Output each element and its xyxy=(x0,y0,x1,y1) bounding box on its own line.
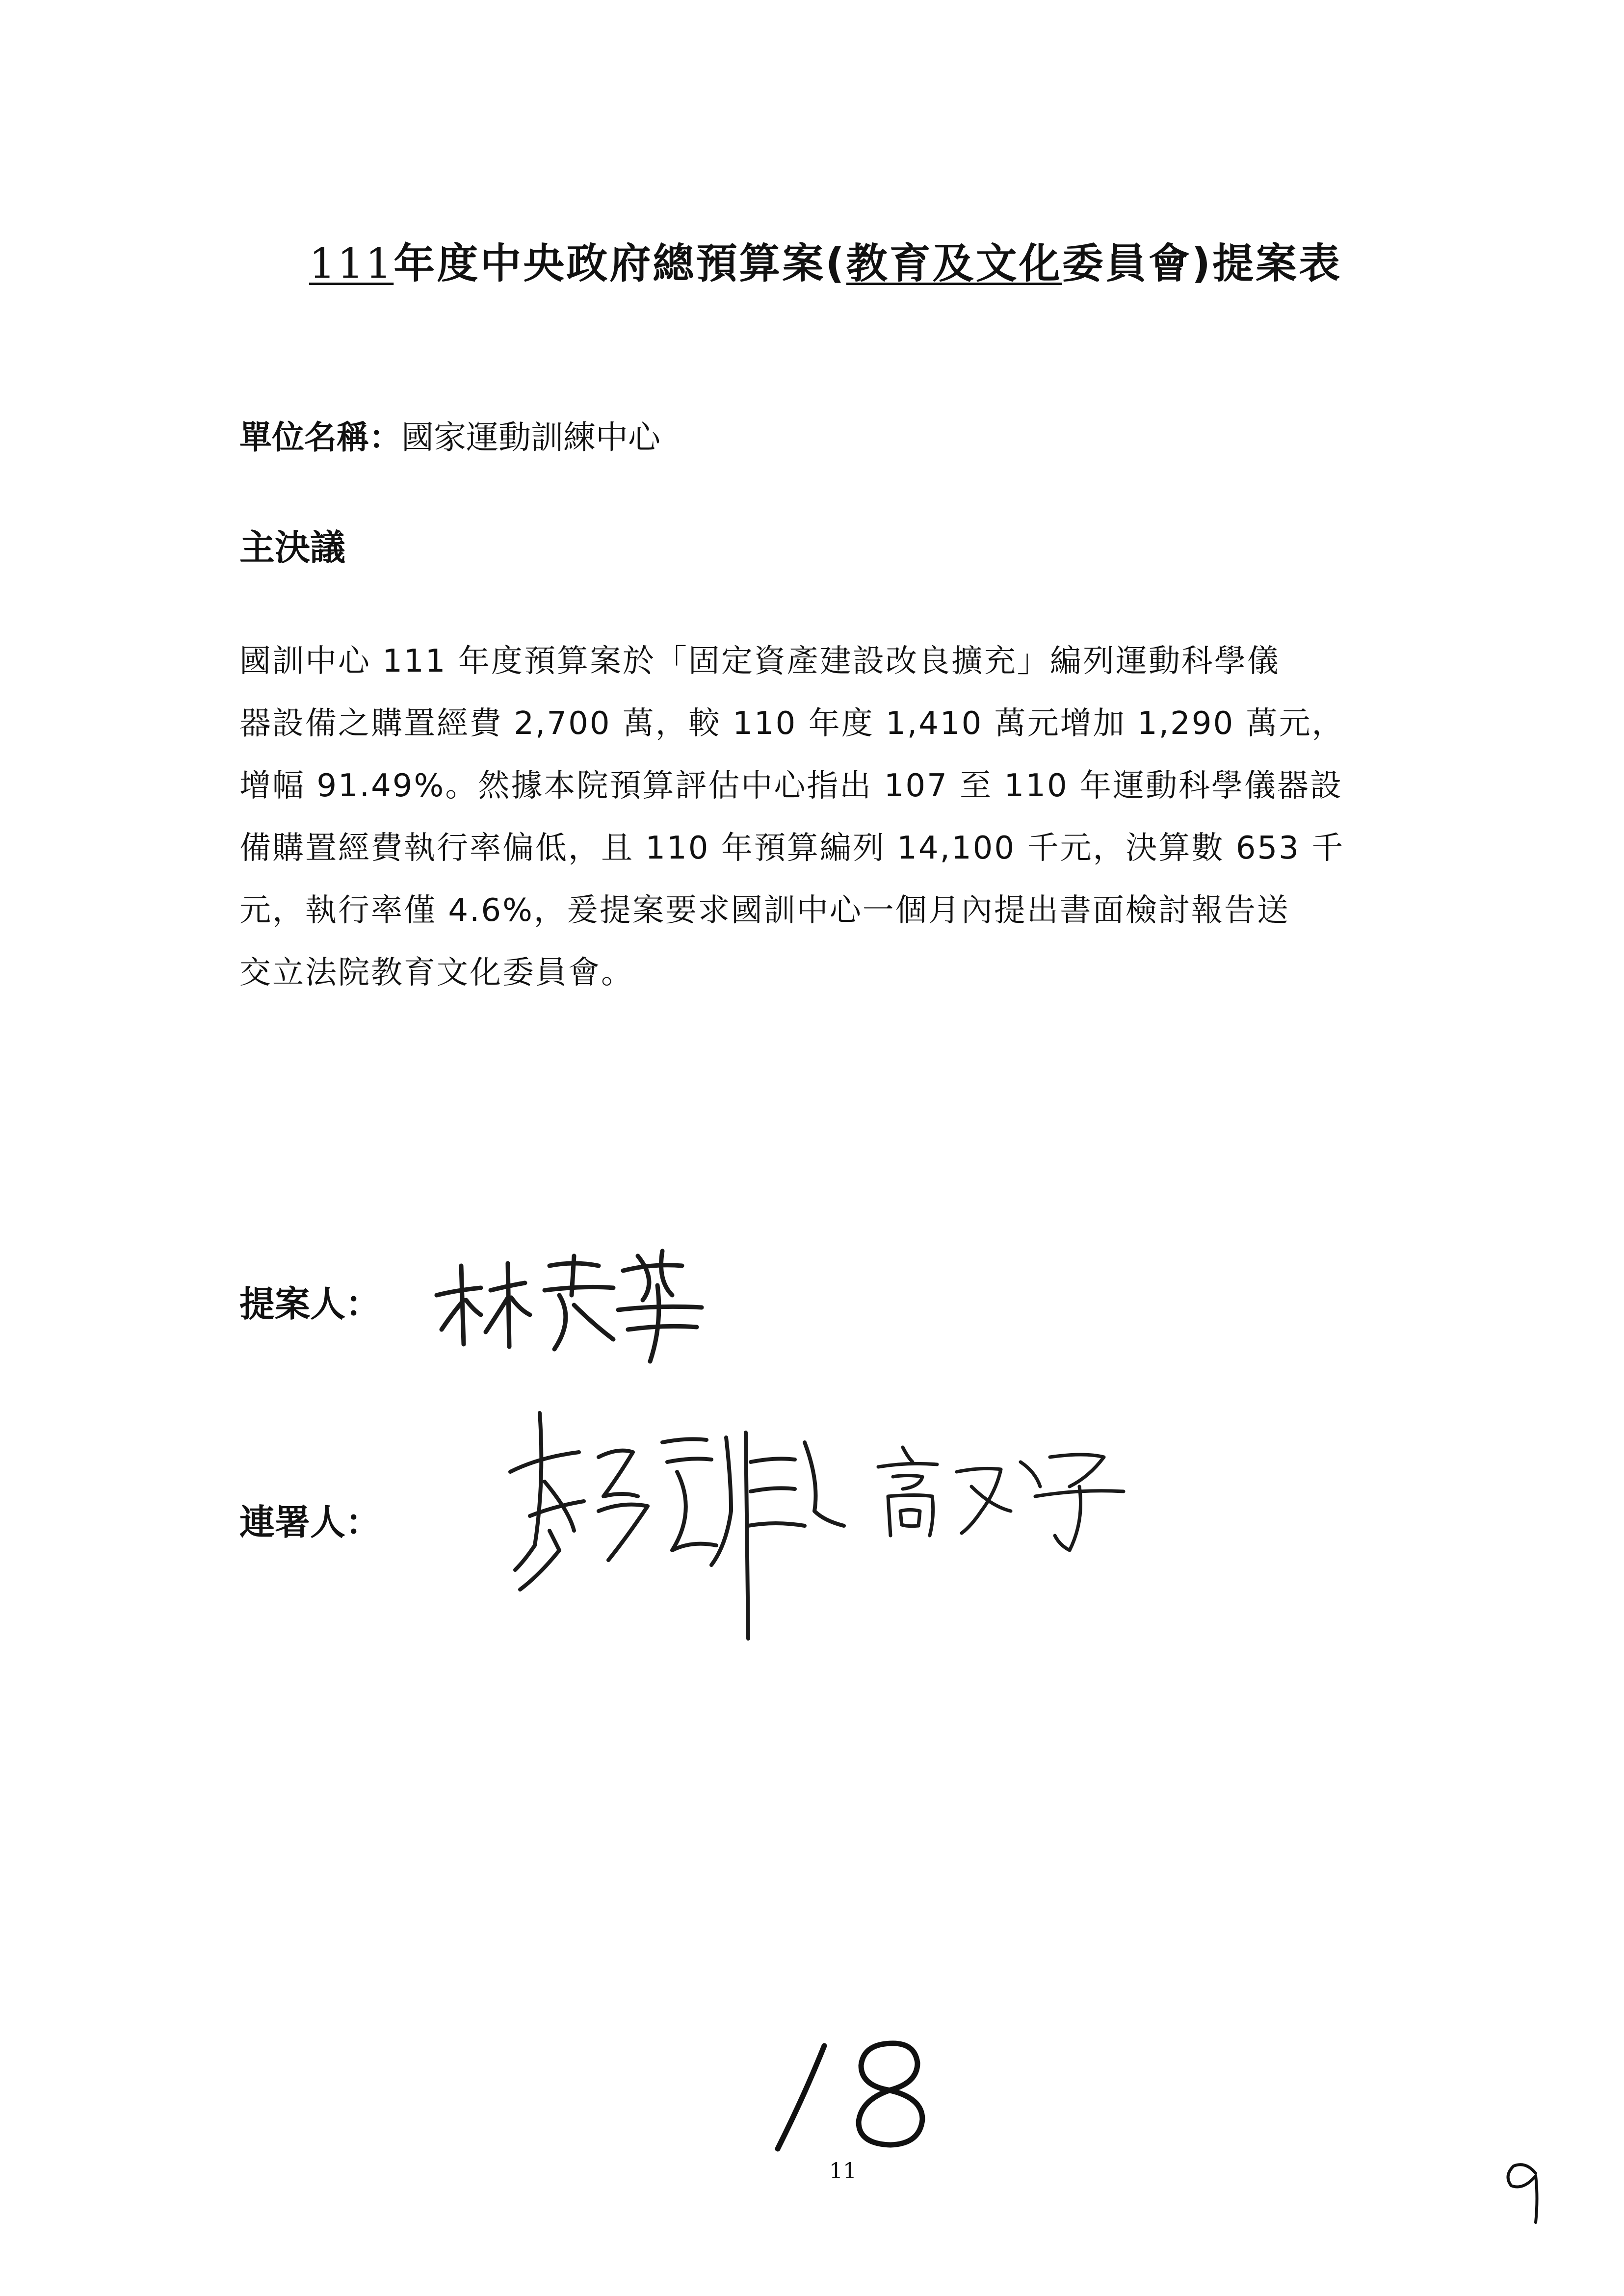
handwritten-page-number xyxy=(765,2036,942,2156)
body-line: 國訓中心 111 年度預算案於「固定資產建設改良擴充」編列運動科學儀 xyxy=(239,643,1280,679)
body-line: 備購置經費執行率偏低，且 110 年預算編列 14,100 千元，決算數 653 千 xyxy=(239,830,1345,866)
unit-name-label: 單位名稱： xyxy=(239,418,401,456)
printed-page-number: 11 xyxy=(829,2159,857,2184)
cosigner-signature-2 xyxy=(873,1437,1128,1557)
title-committee: 教育及文化 xyxy=(846,239,1062,287)
title-year: 111 xyxy=(309,239,394,287)
unit-name-value: 國家運動訓練中心 xyxy=(401,418,660,456)
body-line: 元，執行率僅 4.6%，爰提案要求國訓中心一個月內提出書面檢討報告送 xyxy=(239,892,1290,929)
body-line: 器設備之購置經費 2,700 萬，較 110 年度 1,410 萬元增加 1,290 萬元， xyxy=(239,705,1345,742)
document-title xyxy=(309,231,1342,290)
handwritten-corner-number xyxy=(1496,2154,1555,2229)
title-part1: 年度中央政府總預算案( xyxy=(393,239,846,287)
unit-name-row xyxy=(239,411,660,458)
resolution-body xyxy=(239,630,1441,1004)
body-line: 增幅 91.49%。然據本院預算評估中心指出 107 至 110 年運動科學儀器設 xyxy=(239,768,1343,804)
proposer-label: 提案人： xyxy=(239,1283,381,1325)
body-line: 交立法院教育文化委員會。 xyxy=(239,955,634,991)
cosigner-label: 連署人： xyxy=(239,1502,381,1543)
title-part2: 委員會)提案表 xyxy=(1062,239,1342,287)
cosigner-signature-1 xyxy=(500,1383,854,1641)
section-heading: 主決議 xyxy=(239,527,346,568)
proposer-signature xyxy=(427,1236,741,1366)
